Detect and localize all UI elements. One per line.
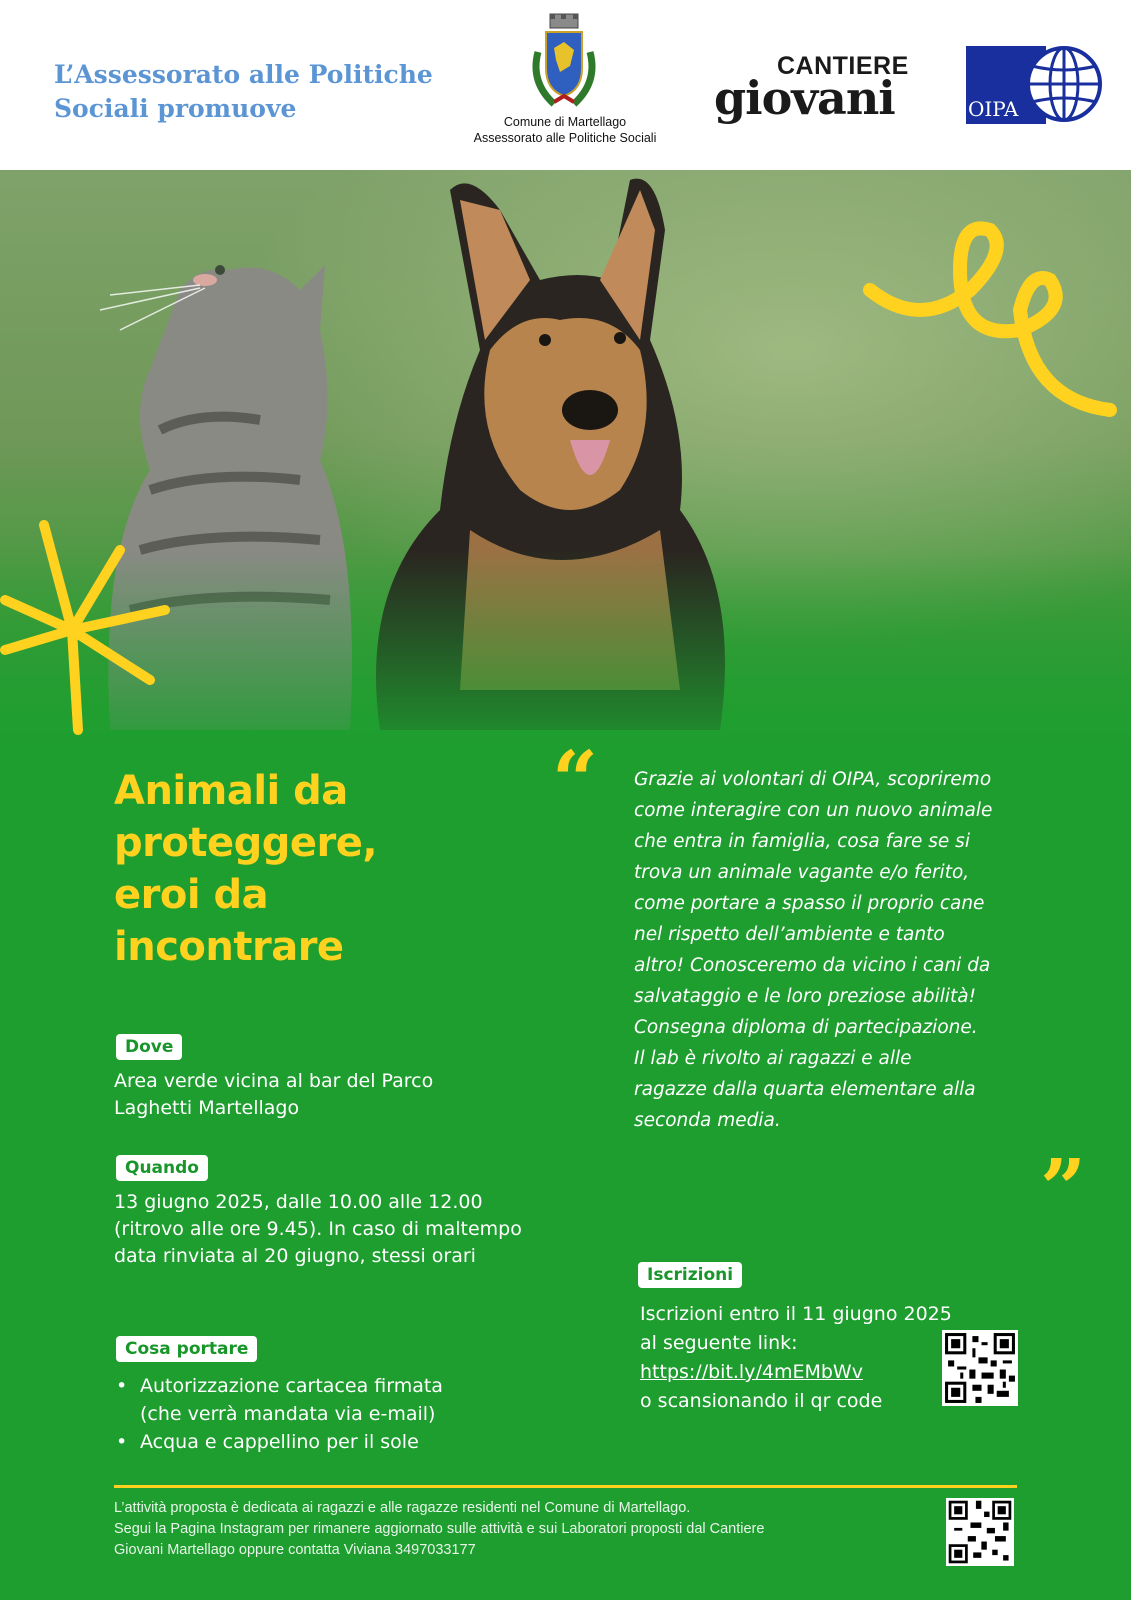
bullet-icon: • (116, 1375, 128, 1397)
dove-label: Dove (116, 1034, 182, 1060)
quando-line-2: (ritrovo alle ore 9.45). In caso di maltempo (114, 1218, 522, 1240)
footer-text (114, 1498, 764, 1561)
quote-line: Il lab è rivolto ai ragazzi e alle (634, 1048, 912, 1069)
quote-line: Grazie ai volontari di OIPA, scopriremo (634, 769, 992, 790)
quote-line: trova un animale vagante e/o ferito, (634, 862, 970, 883)
bullet-icon: • (116, 1431, 128, 1453)
quote-line: salvataggio e le loro preziose abilità! (634, 986, 977, 1007)
dove-line-2: Laghetti Martellago (114, 1097, 300, 1119)
iscrizioni-label: Iscrizioni (638, 1262, 742, 1288)
comune-caption (455, 114, 675, 146)
list-item (114, 1372, 443, 1428)
header (0, 0, 1131, 170)
municipal-crest-logo (524, 12, 604, 112)
quando-text (114, 1189, 522, 1270)
cantiere-logo-top: CANTIERE (777, 52, 909, 80)
iscrizioni-line-1: Iscrizioni entro il 11 giugno 2025 (640, 1303, 952, 1325)
comune-sub: Assessorato alle Politiche Sociali (473, 131, 657, 145)
dove-line-1: Area verde vicina al bar del Parco (114, 1070, 434, 1092)
quando-label: Quando (116, 1155, 208, 1181)
list-item-line: Acqua e cappellino per il sole (140, 1431, 419, 1453)
registration-qr-code[interactable] (942, 1330, 1018, 1406)
oipa-logo (966, 46, 1106, 124)
title-line-2: proteggere, (114, 820, 378, 866)
iscrizioni-text (640, 1300, 952, 1416)
quote-line: come portare a spasso il proprio cane (634, 893, 985, 914)
list-item-line: (che verrà mandata via e-mail) (140, 1403, 436, 1425)
iscrizioni-line-2: al seguente link: (640, 1332, 798, 1354)
quando-line-3: data rinviata al 20 giugno, stessi orari (114, 1245, 476, 1267)
title-line-1: Animali da (114, 768, 348, 814)
yellow-star-decoration (0, 520, 180, 750)
quote-line: come interagire con un nuovo animale (634, 800, 993, 821)
cantiere-giovani-logo (714, 50, 914, 130)
title-line-3: eroi da (114, 872, 269, 918)
quote-line: altro! Conosceremo da vicino i cani da (634, 955, 991, 976)
oipa-logo-text: OIPA (968, 97, 1019, 121)
quote-line: ragazze dalla quarta elementare alla (634, 1079, 976, 1100)
title-line-4: incontrare (114, 924, 344, 970)
quote-line: nel rispetto dell’ambiente e tanto (634, 924, 945, 945)
open-quote-icon: “ (552, 733, 599, 827)
footer-line-1: L’attività proposta è dedicata ai ragazzi e alle ragazze residenti nel Comune di Martellago. (114, 1500, 691, 1516)
yellow-swirl-decoration (860, 220, 1131, 420)
close-quote-icon: ” (1040, 1141, 1087, 1235)
list-item-line: Autorizzazione cartacea firmata (140, 1375, 443, 1397)
iscrizioni-line-4: o scansionando il qr code (640, 1390, 883, 1412)
promoter-text (54, 58, 433, 126)
footer-divider (114, 1485, 1017, 1488)
footer-line-3: Giovani Martellago oppure contatta Viviana 3497033177 (114, 1542, 476, 1558)
registration-link[interactable]: https://bit.ly/4mEMbWv (640, 1361, 863, 1383)
promo-line-1: L’Assessorato alle Politiche (54, 60, 433, 89)
quando-line-1: 13 giugno 2025, dalle 10.00 alle 12.00 (114, 1191, 483, 1213)
list-item (114, 1428, 443, 1456)
instagram-qr-code[interactable] (946, 1498, 1014, 1566)
dove-text (114, 1068, 433, 1122)
promo-line-2: Sociali promuove (54, 94, 297, 123)
comune-name: Comune di Martellago (503, 115, 627, 129)
description-quote (634, 764, 992, 1136)
quote-line: seconda media. (634, 1110, 781, 1131)
event-title (114, 765, 554, 973)
cosa-portare-label: Cosa portare (116, 1336, 257, 1362)
cosa-portare-list (114, 1372, 443, 1456)
quote-line: Consegna diploma di partecipazione. (634, 1017, 978, 1038)
footer-line-2: Segui la Pagina Instagram per rimanere aggiornato sulle attività e sui Laboratori proposti dal Cantiere (114, 1521, 765, 1537)
quote-line: che entra in famiglia, cosa fare se si (634, 831, 970, 852)
cantiere-logo-bottom: giovani (714, 71, 895, 125)
